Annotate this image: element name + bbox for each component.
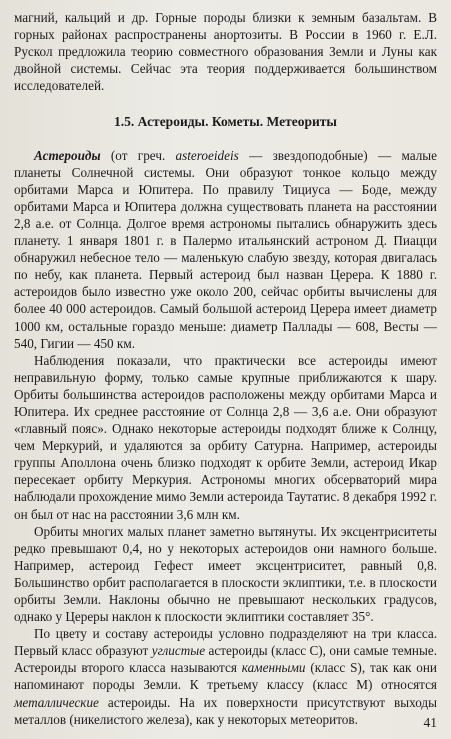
term-carbonaceous: углистые [151, 643, 206, 659]
term-stony: каменными [241, 660, 306, 676]
p1-pre-greek: (от греч. [100, 147, 176, 163]
paragraph-asteroids-definition [14, 147, 437, 352]
top-paragraph: магний, кальций и др. Горные породы близки к земным базальтам. В горных районах распространены анортозиты. В России в 1960 г. Е.Л. Рускол предложила теорию совместного образования Земли и Луны как двойной системы. Сейчас эта теория поддерживается большинством исследователей. [14, 10, 437, 94]
p4-part-d: астероиды. На их поверхности присутствуют выходы металлов (никелистого железа), как у некоторых метеоритов. [14, 694, 437, 727]
term-metallic: металлические [14, 694, 99, 710]
paragraph-orbits: Орбиты многих малых планет заметно вытянуты. Их эксцентриситеты редко превышают 0,4, но у некоторых астероидов они намного больше. Например, астероид Гефест имеет эксцентриситет, равный 0,8. Большинство орбит располагается в плоскости эклиптики, т.е. в плоскости орбиты Земли. Наклоны обычно не превышают нескольких градусов, однако у Цереры наклон к плоскости эклиптики составляет 35°. [14, 523, 437, 625]
p4-part-c: (класс S), так как они напоминают породы Земли. К третьему классу (класс М) относятся [14, 660, 437, 693]
section-heading: 1.5. Астероиды. Кометы. Метеориты [114, 114, 337, 130]
paragraph-observations: Наблюдения показали, что практически все астероиды имеют неправильную форму, только самые крупные приближаются к шару. Орбиты большинства астероидов расположены между орбитами Марса и Юпитера. Их среднее расстояние от Солнца 2,8 — 3,6 а.е. Они образуют «главный пояс». Однако некоторые астероиды подходят ближе к Солнцу, чем Меркурий, и удаляются за орбиту Сатурна. Например, астероиды группы Аполлона очень близко подходят к орбите Земли, астероид Икар пересекает орбиту Меркурия. Астрономы многих обсерваторий мира наблюдали прохождение мимо Земли астероида Таутатис. 8 декабря 1992 г. он был от нас на расстоянии 3,6 млн км. [14, 352, 437, 522]
p4-part-a: По цвету и составу астероиды условно подразделяют на три класса. Первый класс образуют [14, 626, 437, 659]
p1-rest: — звездоподобные) — малые планеты Солнечной системы. Они образуют тонкое кольцо между орбитами Марса и Юпитера. По правилу Тициуса — Боде, между орбитами Марса и Юпитера должна существовать планета на расстоянии 2,8 а.е. от Солнца. Долгое время астрономы пытались обнаружить здесь планету. 1 января 1801 г. в Палермо итальянский астроном Д. Пиацци обнаружил небесное тело — маленькую слабую звезду, которая двигалась по небу, как планета. Первый астероид был назван Церера. К 1880 г. астероидов было известно уже около 200, сейчас орбиты вычислены для более 40 000 астероидов. Самый большой астероид Церера имеет диаметр 1000 км, остальные гораздо меньше: диаметр Паллады — 608, Весты — 540, Гигии — 450 км. [14, 147, 437, 351]
page-number: 41 [423, 715, 437, 730]
term-asteroids: Астероиды [34, 147, 101, 163]
paragraph-classes [14, 625, 437, 728]
p4-part-b: астероиды (класс С), они самые темные. Астероиды второго класса называются [14, 643, 437, 676]
greek-word: asteroeideis [175, 147, 239, 163]
